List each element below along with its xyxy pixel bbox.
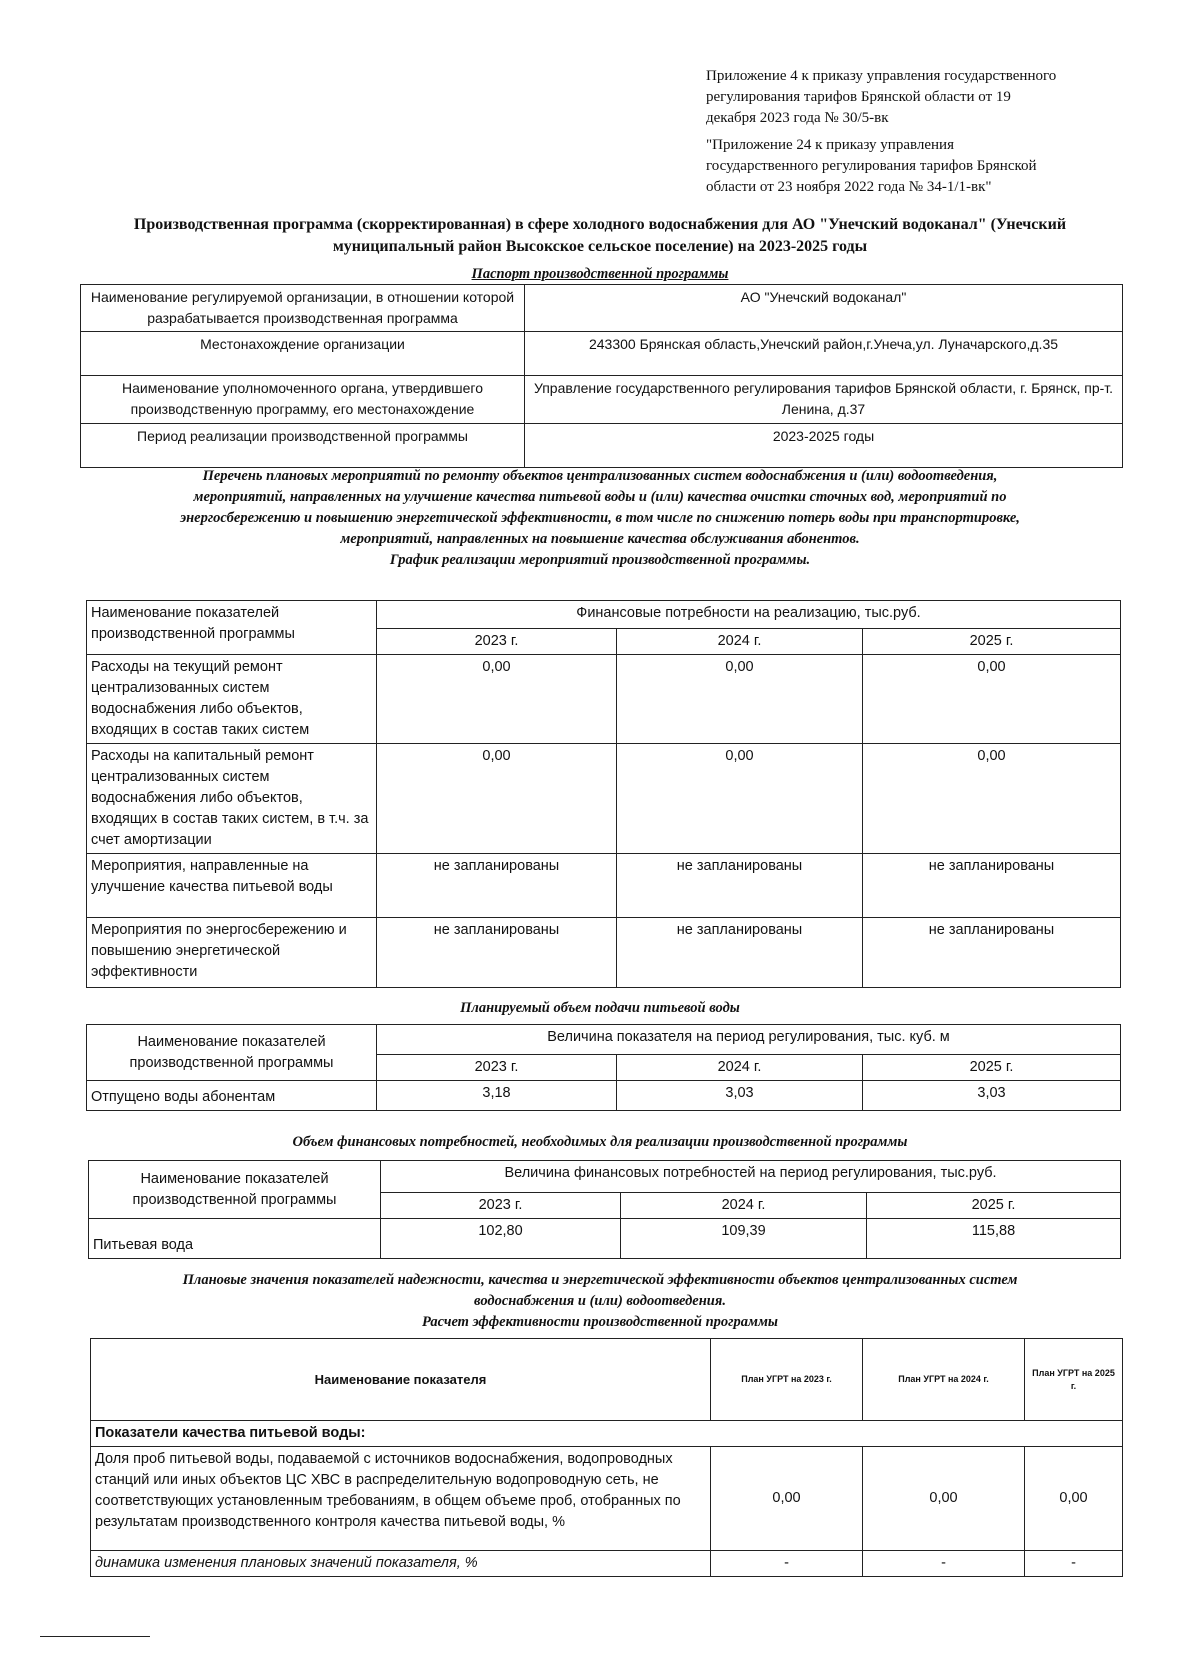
finance-row <box>89 1219 1121 1259</box>
value-cell: 3,18 <box>377 1081 617 1111</box>
value-cell: 115,88 <box>867 1219 1121 1259</box>
supply-table <box>86 1024 1121 1111</box>
passport-label: Период реализации производственной программы <box>81 424 525 468</box>
passport-row <box>81 424 1123 468</box>
supply-row <box>87 1081 1121 1111</box>
finance-head-group: Величина финансовых потребностей на период регулирования, тыс.руб. <box>381 1161 1121 1193</box>
value-cell: 0,00 <box>1025 1447 1123 1551</box>
measures-row <box>87 655 1121 744</box>
year-cell: 2025 г. <box>867 1193 1121 1219</box>
year-cell: 2023 г. <box>381 1193 621 1219</box>
passport-label: Местонахождение организации <box>81 332 525 376</box>
plan-2024-head: План УГРТ на 2024 г. <box>863 1339 1025 1421</box>
value-cell: 3,03 <box>863 1081 1121 1111</box>
measures-row <box>87 744 1121 854</box>
supply-row-label: Отпущено воды абонентам <box>87 1081 377 1111</box>
passport-row <box>81 285 1123 332</box>
measures-head-label: Наименование показателей производственной программы <box>87 601 377 655</box>
efficiency-row <box>91 1447 1123 1551</box>
supply-title: Планируемый объем подачи питьевой воды <box>460 1000 740 1016</box>
year-cell: 2024 г. <box>621 1193 867 1219</box>
efficiency-section-row <box>91 1421 1123 1447</box>
document-title-line: муниципальный район Высокское сельское поселение) на 2023-2025 годы <box>332 238 868 255</box>
measures-subtitle: График реализации мероприятий производственной программы. <box>389 552 811 568</box>
year-cell: 2023 г. <box>377 1055 617 1081</box>
finance-header-row <box>89 1161 1121 1193</box>
passport-row <box>81 332 1123 376</box>
measures-row-label: Мероприятия, направленные на улучшение качества питьевой воды <box>87 854 377 918</box>
value-cell: не запланированы <box>617 918 863 988</box>
efficiency-subtitle: Расчет эффективности производственной программы <box>422 1314 778 1330</box>
finance-table <box>88 1160 1121 1259</box>
supply-head-label: Наименование показателей производственной программы <box>87 1025 377 1081</box>
efficiency-title-line: Плановые значения показателей надежности, качества и энергетической эффективности объектов централизованных систем <box>182 1272 1018 1288</box>
value-cell: не запланированы <box>377 918 617 988</box>
value-cell: 102,80 <box>381 1219 621 1259</box>
value-cell: 0,00 <box>377 744 617 854</box>
document-title <box>60 214 1140 258</box>
value-cell: 109,39 <box>621 1219 867 1259</box>
measures-row <box>87 918 1121 988</box>
value-cell: 0,00 <box>377 655 617 744</box>
value-cell: не запланированы <box>863 918 1121 988</box>
value-cell: 0,00 <box>863 655 1121 744</box>
year-cell: 2024 г. <box>617 1055 863 1081</box>
efficiency-title-line: водоснабжения и (или) водоотведения. <box>474 1293 726 1309</box>
year-cell: 2025 г. <box>863 629 1121 655</box>
measures-table <box>86 600 1121 988</box>
plan-2025-head: План УГРТ на 2025 г. <box>1025 1339 1123 1421</box>
value-cell: 0,00 <box>617 744 863 854</box>
measures-title-line: энергосбережению и повышению энергетической эффективности, в том числе по снижению потерь воды при транспортировке, <box>180 510 1020 526</box>
value-cell: - <box>711 1551 863 1577</box>
efficiency-header-row <box>91 1339 1123 1421</box>
value-cell: 3,03 <box>617 1081 863 1111</box>
value-cell: не запланированы <box>617 854 863 918</box>
year-cell: 2023 г. <box>377 629 617 655</box>
appendix-note-line: декабря 2023 года № 30/5-вк <box>706 110 889 126</box>
passport-row <box>81 376 1123 424</box>
value-cell: не запланированы <box>377 854 617 918</box>
passport-title: Паспорт производственной программы <box>471 266 729 282</box>
value-cell: - <box>863 1551 1025 1577</box>
measures-title-line: Перечень плановых мероприятий по ремонту объектов централизованных систем водоснабжения и (или) водоотведения, <box>202 468 998 484</box>
efficiency-row-label: динамика изменения плановых значений показателя, % <box>91 1551 711 1577</box>
passport-table <box>80 284 1123 468</box>
passport-value: 243300 Брянская область,Унечский район,г.Унеча,ул. Луначарского,д.35 <box>525 332 1123 376</box>
measures-head-group: Финансовые потребности на реализацию, тыс.руб. <box>377 601 1121 629</box>
measures-title-line: мероприятий, направленных на повышение качества обслуживания абонентов. <box>340 531 860 547</box>
previous-appendix-note <box>706 135 1126 198</box>
plan-2023-head: План УГРТ на 2023 г. <box>711 1339 863 1421</box>
value-cell: 0,00 <box>863 744 1121 854</box>
measures-title-line: мероприятий, направленных на улучшение качества питьевой воды и (или) качества очистки сточных вод, мероприятий по <box>193 489 1007 505</box>
passport-label: Наименование регулируемой организации, в отношении которой разрабатывается производственная программа <box>81 285 525 332</box>
measures-row-label: Расходы на капитальный ремонт централизованных систем водоснабжения либо объектов, входящих в состав таких систем, в т.ч. за счет амортизации <box>87 744 377 854</box>
appendix-note-line: Приложение 4 к приказу управления государственного <box>706 68 1057 84</box>
appendix-note-line: "Приложение 24 к приказу управления <box>706 137 954 153</box>
year-cell: 2024 г. <box>617 629 863 655</box>
appendix-note-line: государственного регулирования тарифов Брянской <box>706 158 1037 174</box>
quality-section-header: Показатели качества питьевой воды: <box>91 1421 1123 1447</box>
appendix-note-line: области от 23 ноября 2022 года № 34-1/1-вк" <box>706 179 992 195</box>
year-cell: 2025 г. <box>863 1055 1121 1081</box>
measures-title <box>60 466 1140 571</box>
appendix-note <box>706 66 1126 129</box>
value-cell: 0,00 <box>863 1447 1025 1551</box>
passport-value: АО "Унечский водоканал" <box>525 285 1123 332</box>
efficiency-title <box>60 1270 1140 1333</box>
efficiency-table <box>90 1338 1123 1577</box>
value-cell: не запланированы <box>863 854 1121 918</box>
passport-label: Наименование уполномоченного органа, утвердившего производственную программу, его местонахождение <box>81 376 525 424</box>
supply-head-group: Величина показателя на период регулирования, тыс. куб. м <box>377 1025 1121 1055</box>
appendix-note-line: регулирования тарифов Брянской области от 19 <box>706 89 1011 105</box>
efficiency-row-label: Доля проб питьевой воды, подаваемой с источников водоснабжения, водопроводных станций или иных объектов ЦС ХВС в распределительную водопроводную сеть, не соответствующих установленным требованиям, в общем объеме проб, отобранных по результатам производственного контроля качества питьевой воды, % <box>91 1447 711 1551</box>
document-title-line: Производственная программа (скорректированная) в сфере холодного водоснабжения для АО "Унечский водоканал" (Унечский <box>133 216 1067 233</box>
finance-head-label: Наименование показателей производственной программы <box>89 1161 381 1219</box>
efficiency-head-label: Наименование показателя <box>91 1339 711 1421</box>
value-cell: 0,00 <box>617 655 863 744</box>
value-cell: 0,00 <box>711 1447 863 1551</box>
finance-row-label: Питьевая вода <box>89 1219 381 1259</box>
passport-value: 2023-2025 годы <box>525 424 1123 468</box>
passport-value: Управление государственного регулирования тарифов Брянской области, г. Брянск, пр-т. Ленина, д.37 <box>525 376 1123 424</box>
supply-header-row <box>87 1025 1121 1055</box>
measures-row-label: Мероприятия по энергосбережению и повышению энергетической эффективности <box>87 918 377 988</box>
measures-row <box>87 854 1121 918</box>
measures-header-row <box>87 601 1121 629</box>
efficiency-row <box>91 1551 1123 1577</box>
footnote-divider <box>40 1636 150 1637</box>
value-cell: - <box>1025 1551 1123 1577</box>
finance-title: Объем финансовых потребностей, необходимых для реализации производственной программы <box>292 1134 908 1150</box>
measures-row-label: Расходы на текущий ремонт централизованных систем водоснабжения либо объектов, входящих в состав таких систем <box>87 655 377 744</box>
